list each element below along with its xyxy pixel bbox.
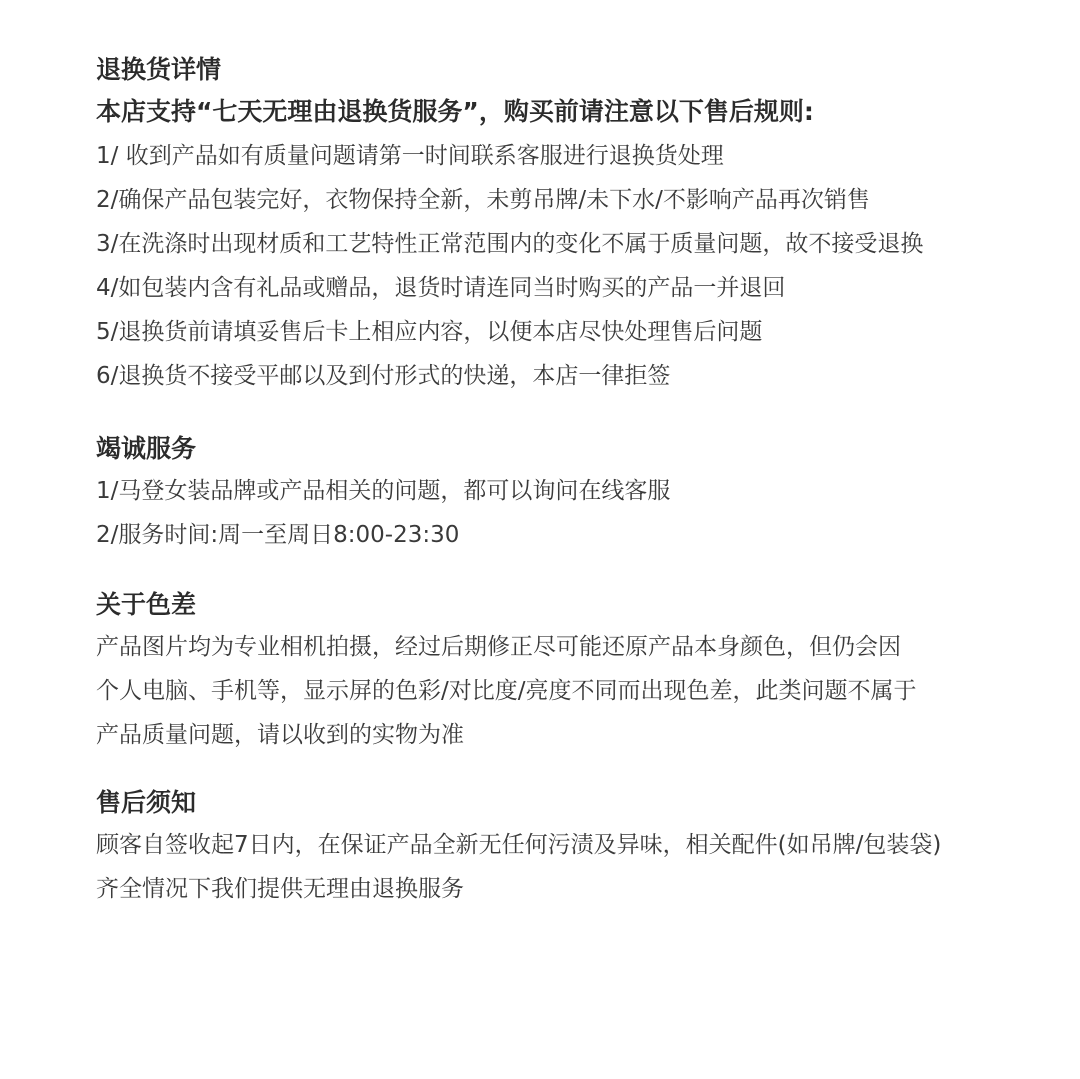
color-line-3: 产品质量问题，请以收到的实物为准 (96, 722, 464, 748)
returns-rule-3: 3/在洗涤时出现材质和工艺特性正常范围内的变化不属于质量问题，故不接受退换 (96, 231, 924, 257)
service-line-1: 1/马登女装品牌或产品相关的问题，都可以询问在线客服 (96, 478, 671, 504)
color-title: 关于色差 (96, 590, 197, 619)
returns-rule-2: 2/确保产品包装完好，衣物保持全新，未剪吊牌/未下水/不影响产品再次销售 (96, 187, 870, 213)
returns-title: 退换货详情 (96, 55, 222, 84)
aftersale-section (96, 783, 996, 911)
aftersale-line-1: 顾客自签收起7日内，在保证产品全新无任何污渍及异味，相关配件(如吊牌/包装袋) (96, 832, 942, 858)
returns-rule-6: 6/退换货不接受平邮以及到付形式的快递，本店一律拒签 (96, 363, 671, 389)
aftersale-line-2: 齐全情况下我们提供无理由退换服务 (96, 876, 464, 902)
returns-subtitle: 本店支持“七天无理由退换货服务”，购买前请注意以下售后规则: (96, 97, 814, 126)
service-line-2: 2/服务时间:周一至周日8:00-23:30 (96, 522, 460, 548)
service-title: 竭诚服务 (96, 434, 197, 463)
aftersale-title: 售后须知 (96, 788, 197, 817)
returns-rule-5: 5/退换货前请填妥售后卡上相应内容，以便本店尽快处理售后问题 (96, 319, 763, 345)
after-sales-policy (96, 50, 996, 911)
color-line-1: 产品图片均为专业相机拍摄，经过后期修正尽可能还原产品本身颜色，但仍会因 (96, 634, 901, 660)
color-line-2: 个人电脑、手机等，显示屏的色彩/对比度/亮度不同而出现色差，此类问题不属于 (96, 678, 917, 704)
color-section (96, 585, 996, 757)
returns-section (96, 50, 996, 398)
returns-rule-4: 4/如包装内含有礼品或赠品，退货时请连同当时购买的产品一并退回 (96, 275, 786, 301)
returns-rule-1: 1/ 收到产品如有质量问题请第一时间联系客服进行退换货处理 (96, 143, 724, 169)
service-section (96, 429, 996, 557)
